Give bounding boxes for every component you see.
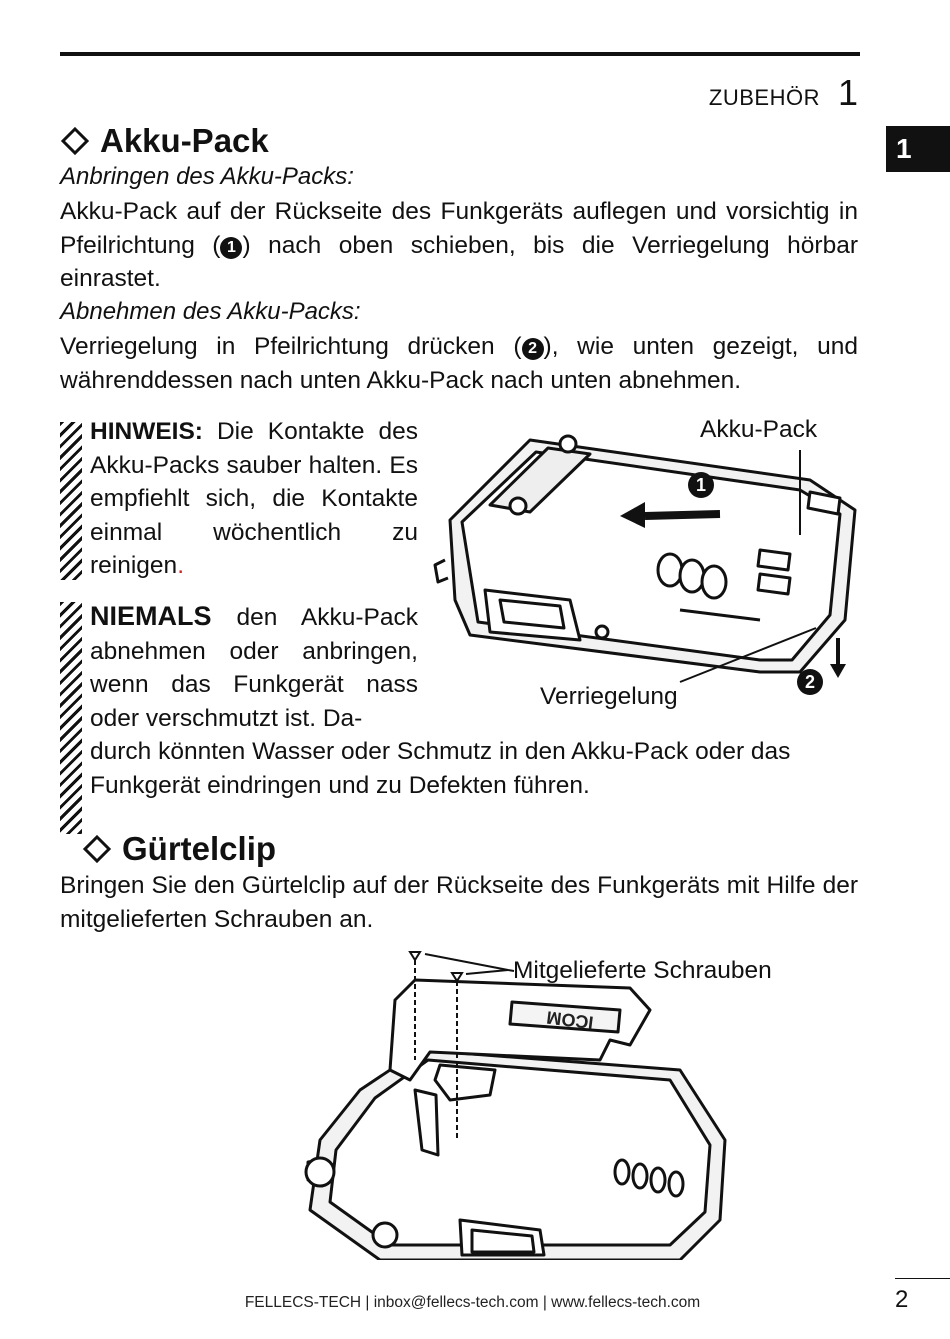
- battery-attach-figure: [430, 410, 865, 710]
- hint-end: .: [177, 552, 184, 580]
- warning-note: [90, 600, 418, 735]
- chapter-tab: [886, 126, 950, 172]
- battery-heading-text: Akku-Pack: [100, 122, 269, 159]
- attach-paragraph: [60, 195, 858, 296]
- footer-contact: FELLECS-TECH | inbox@fellecs-tech.com | www.fellecs-tech.com: [244, 1294, 701, 1311]
- chapter-tab-number: 1: [896, 133, 912, 164]
- remove-text-1: Verriegelung in Pfeilrichtung drücken (: [60, 333, 522, 360]
- remove-paragraph: [60, 330, 858, 397]
- hint-label: HINWEIS:: [90, 418, 203, 445]
- top-rule: [60, 52, 860, 56]
- remove-text-2: ), wie unten gezeigt, und währenddessen nach unten Akku-Pack nach unten abnehmen.: [60, 333, 858, 394]
- hint-text: Die Kontakte des Akku-Packs sauber halten. Es empfiehlt sich, die Kontakte einmal wöchentlich zu reinigen: [90, 418, 418, 580]
- belt-clip-paragraph: Bringen Sie den Gürtelclip auf der Rückseite des Funkgeräts mit Hilfe der mitgelieferten Schrauben an.: [60, 872, 858, 933]
- warning-text: den Akku-Pack abnehmen oder anbringen, wenn das Funkgerät nass oder verschmutzt ist. Da-: [90, 604, 418, 732]
- fig-marker-1: 1: [695, 475, 707, 495]
- battery-heading: [60, 122, 269, 160]
- hint-note: [90, 415, 418, 583]
- diamond-icon: [60, 126, 90, 156]
- warning-continuation: durch könnten Wasser oder Schmutz in den Akku-Pack oder das Funkgerät eindringen und zu Defekten führen.: [90, 738, 791, 799]
- fig-marker-2: 2: [804, 672, 816, 692]
- page-number-rule: [895, 1278, 950, 1279]
- marker-2-icon: 2: [522, 338, 544, 360]
- marker-1-icon: 1: [220, 237, 242, 259]
- warning-label: NIEMALS: [90, 601, 212, 631]
- fig-label-battery-pack: Akku-Pack: [700, 416, 818, 443]
- belt-clip-figure: [300, 940, 760, 1260]
- warning-hatch-bar: [60, 602, 82, 834]
- belt-clip-heading-text: Gürtelclip: [122, 830, 277, 867]
- attach-title: Anbringen des Akku-Packs:: [60, 163, 354, 190]
- running-header: [709, 72, 858, 114]
- note-hatch-bar: [60, 422, 82, 580]
- diamond-icon: [82, 834, 112, 864]
- fig-label-screws: Mitgelieferte Schrauben: [513, 957, 772, 984]
- fig-label-lock: Verriegelung: [540, 683, 678, 710]
- chapter-number: 1: [837, 72, 858, 113]
- attach-text-2: ) nach oben schieben, bis die Verriegelung hörbar einrastet.: [60, 231, 858, 292]
- remove-title: Abnehmen des Akku-Packs:: [60, 298, 361, 325]
- page-number: 2: [895, 1286, 909, 1313]
- attach-text-1: Akku-Pack auf der Rückseite des Funkgeräts auflegen und vorsichtig in Pfeilrichtung (: [60, 198, 858, 259]
- belt-clip-heading: [82, 830, 276, 868]
- section-label: ZUBEHÖR: [708, 85, 820, 110]
- clip-brand-logo: ICOM: [545, 1007, 595, 1033]
